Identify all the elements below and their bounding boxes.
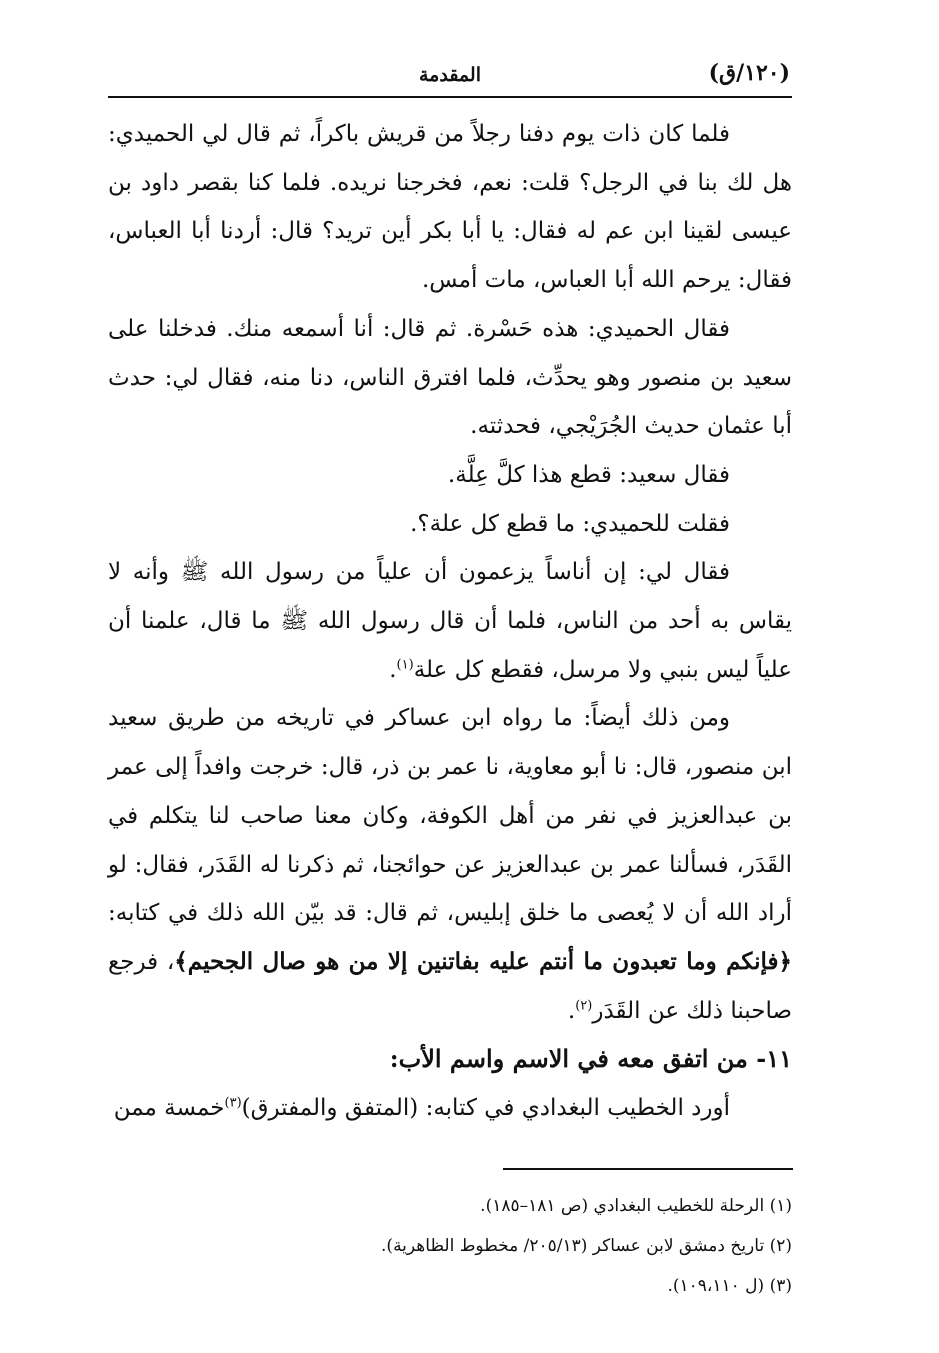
section-heading: ١١- من اتفق معه في الاسم واسم الأب: — [389, 1044, 792, 1074]
footnote-reference: (٣) — [224, 1095, 242, 1111]
footnote: (٣) (ل ١٠٩،١١٠). — [667, 1276, 792, 1296]
paragraph — [108, 451, 792, 500]
running-header — [108, 58, 792, 90]
paragraph-text: فلما كان ذات يوم دفنا رجلاً من قريش باكراً، ثم قال لي الحميدي: هل لك بنا في الرجل؟ قلت: نعم، فخرجنا نريده. فلما كنا بقصر داود بن عيسى لقينا ابن عم له فقال: يا أبا بكر أين تريد؟ قال: أردنا أبا العباس، فقال: يرحم الله أبا العباس، مات أمس. — [108, 121, 792, 294]
footnote-divider — [503, 1168, 793, 1170]
paragraph-text: أورد الخطيب البغدادي في كتابه: (المتفق والمفترق) — [241, 1095, 730, 1122]
footnote: (١) الرحلة للخطيب البغدادي (ص ١٨١–١٨٥). — [480, 1196, 792, 1216]
footnote: (٢) تاريخ دمشق لابن عساكر (٢٠٥/١٣/ مخطوط الظاهرية). — [381, 1236, 792, 1256]
quran-quote: ﴿فإنكم وما تعبدون ما أنتم عليه بفاتنين إلا من هو صال الجحيم﴾ — [174, 947, 792, 975]
footnote-reference: (٢) — [575, 998, 593, 1013]
paragraph — [108, 500, 792, 549]
header-chapter-title: المقدمة — [418, 64, 481, 86]
paragraph — [108, 110, 792, 305]
paragraph — [108, 1084, 792, 1133]
main-text — [108, 110, 792, 1133]
footnote-reference: (١) — [396, 657, 414, 673]
paragraph — [108, 305, 792, 451]
paragraph-text: فقال الحميدي: هذه حَسْرة. ثم قال: أنا أسمعه منك. فدخلنا على سعيد بن منصور وهو يحدِّث، فلما افترق الناس، دنا منه، فقال لي: حدث أبا عثمان حديث الجُرَيْجي، فحدثته. — [108, 315, 792, 440]
paragraph: ومن ذلك أيضاً: ما رواه ابن عساكر في تاريخه من طريق سعيد ابن منصور، قال: نا أبو معاوية، نا عمر بن ذر، قال: خرجت وافداً إلى عمر بن عبدالعزيز في نفر من أهل الكوفة، وكان معنا صاحب لنا يتكلم في القَدَر، فسألنا عمر بن عبدالعزيز عن حوائجنا، ثم ذكرنا له القَدَر، فقال: لو أراد الله أن لا يُعصى ما خلق إبليس، ثم قال: قد بيّن الله ذلك في كتابه: ﴿فإنكم وما تعبدون ما أنتم عليه بفاتنين إلا من هو صال الجحيم﴾، فرجع صاحبنا ذلك عن القَدَر$^{(٢)}$. — [108, 705, 792, 1024]
paragraph-text: ، فرجع صاحبنا ذلك عن القَدَر — [108, 948, 792, 1024]
paragraph-text: فقلت للحميدي: ما قطع كل علة؟. — [410, 510, 730, 537]
paragraph-text: فقال سعيد: قطع هذا كلَّ عِلَّة. — [447, 461, 730, 488]
paragraph: فقال لي: إن أناساً يزعمون أن علياً من رسول الله ﷺ وأنه لا يقاس به أحد من الناس، فلما أن قال رسول الله ﷺ ما قال، علمنا أن علياً ليس بنبي ولا مرسل، فقطع كل علة$^{(١)}$. — [108, 559, 792, 683]
paragraph-text: ومن ذلك أيضاً: ما رواه ابن عساكر في تاريخه من طريق سعيد ابن منصور، قال: نا أبو معاوية، نا عمر بن ذر، قال: خرجت وافداً إلى عمر بن عبدالعزيز في نفر من أهل الكوفة، وكان معنا صاحب لنا يتكلم في القَدَر، فسألنا عمر بن عبدالعزيز عن حوائجنا، ثم ذكرنا له القَدَر، فقال: لو أراد الله أن لا يُعصى ما خلق إبليس، ثم قال: قد بيّن الله ذلك في كتابه: — [108, 705, 792, 927]
paragraph-text: خمسة ممن — [113, 1095, 225, 1122]
paragraph-text: فقال لي: إن أناساً يزعمون أن علياً من رسول الله ﷺ وأنه لا يقاس به أحد من الناس، فلما أن قال رسول الله ﷺ ما قال، علمنا أن علياً ليس بنبي ولا مرسل، فقطع كل علة — [108, 559, 792, 683]
footnotes — [108, 1186, 792, 1306]
header-divider — [108, 96, 792, 98]
header-page-reference: (١٢٠/ق) — [708, 60, 790, 86]
